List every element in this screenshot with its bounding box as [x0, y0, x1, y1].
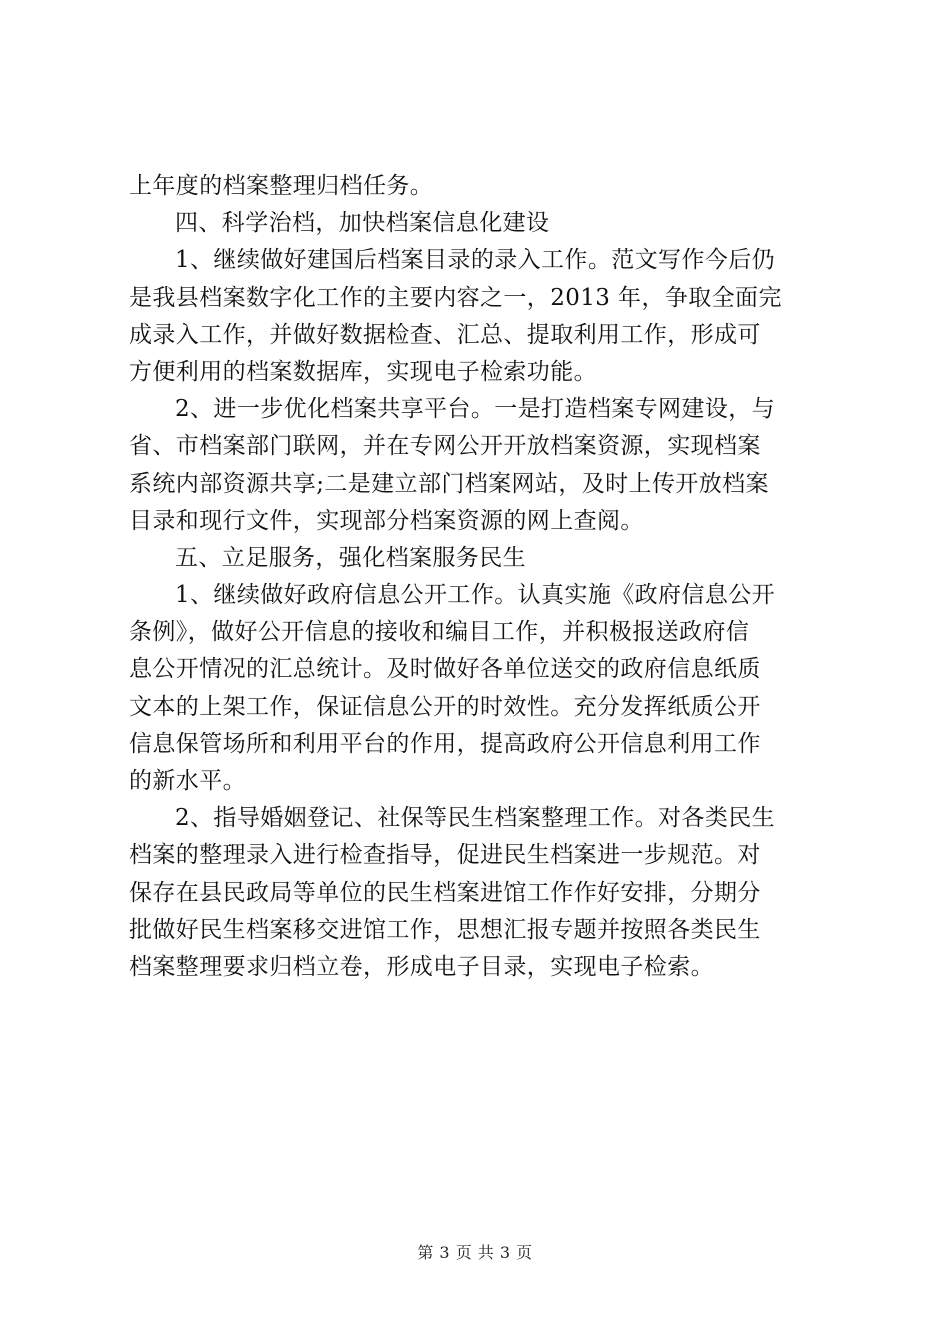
text-line: 上年度的档案整理归档任务。 [129, 173, 434, 199]
text-line: 2、指导婚姻登记、社保等民生档案整理工作。对各类民生 [175, 805, 776, 832]
text-line: 成录入工作，并做好数据检查、汇总、提取利用工作，形成可 [129, 321, 761, 348]
text-line: 四、科学治档，加快档案信息化建设 [175, 210, 550, 237]
text-line: 1、继续做好建国后档案目录的录入工作。范文写作今后仍 [175, 247, 776, 274]
text-line: 批做好民生档案移交进馆工作，思想汇报专题并按照各类民生 [129, 916, 761, 943]
text-line: 五、立足服务，强化档案服务民生 [175, 544, 526, 571]
text-line: 2、进一步优化档案共享平台。一是打造档案专网建设，与 [175, 396, 776, 423]
text-line: 系统内部资源共享;二是建立部门档案网站，及时上传开放档案 [129, 470, 769, 497]
text-line: 目录和现行文件，实现部分档案资源的网上查阅。 [129, 507, 644, 534]
text-line: 条例》，做好公开信息的接收和编目工作，并积极报送政府信 [129, 619, 750, 646]
text-line: 文本的上架工作，保证信息公开的时效性。充分发挥纸质公开 [129, 693, 761, 720]
text-line: 1、继续做好政府信息公开工作。认真实施《政府信息公开 [175, 582, 776, 609]
text-line: 保存在县民政局等单位的民生档案进馆工作作好安排，分期分 [129, 879, 761, 906]
text-line: 息公开情况的汇总统计。及时做好各单位送交的政府信息纸质 [129, 656, 761, 683]
document-body [129, 168, 831, 986]
text-line: 方便利用的档案数据库，实现电子检索功能。 [129, 358, 597, 385]
text-line: 省、市档案部门联网，并在专网公开开放档案资源，实现档案 [129, 433, 761, 460]
text-line: 信息保管场所和利用平台的作用，提高政府公开信息利用工作 [129, 730, 761, 757]
text-line: 档案的整理录入进行检查指导，促进民生档案进一步规范。对 [129, 842, 761, 869]
text-line: 是我县档案数字化工作的主要内容之一，2013 年，争取全面完 [129, 284, 782, 311]
text-line: 档案整理要求归档立卷，形成电子目录，实现电子检索。 [129, 953, 714, 980]
text-line: 的新水平。 [129, 768, 246, 794]
page-footer: 第 3 页 共 3 页 [417, 1243, 533, 1262]
